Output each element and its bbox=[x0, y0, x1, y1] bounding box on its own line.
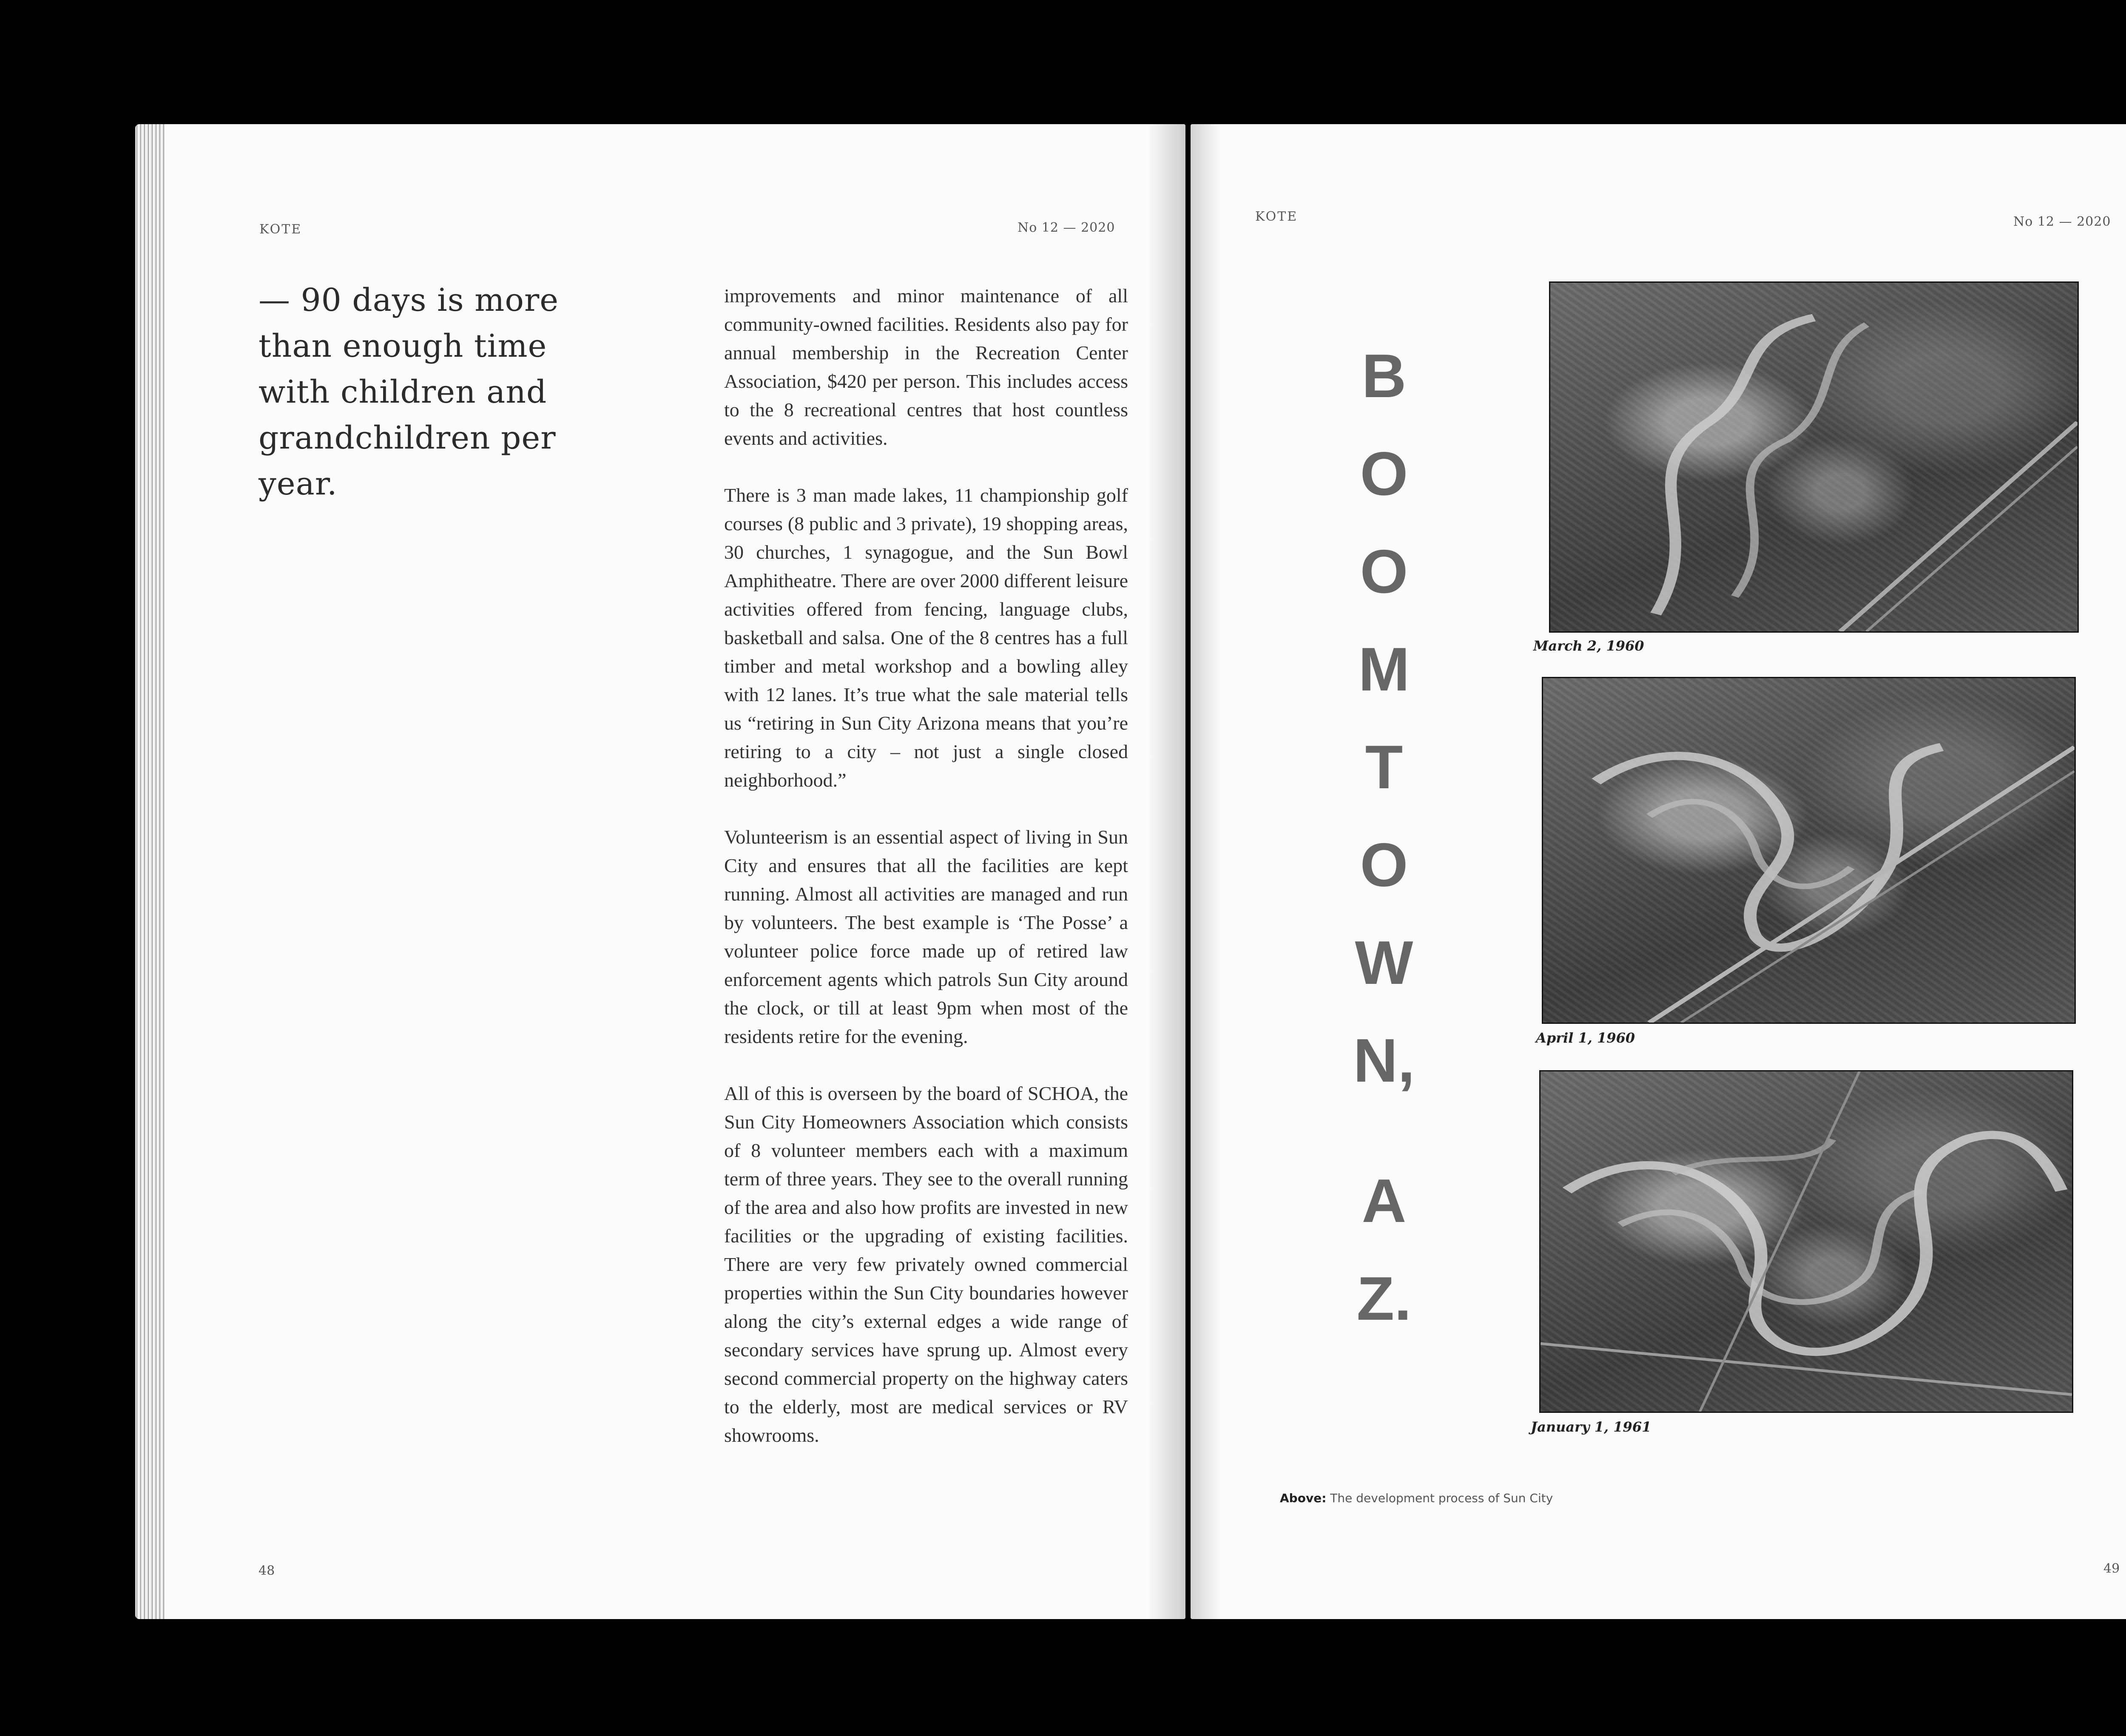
page-number: 49 bbox=[2103, 1561, 2120, 1576]
footnote-label: Above: bbox=[1280, 1491, 1327, 1505]
vertical-title bbox=[1352, 341, 1416, 1366]
issue-label: No 12 — 2020 bbox=[2013, 214, 2111, 229]
aerial-photo bbox=[1549, 281, 2079, 633]
photo-caption: January 1, 1961 bbox=[1531, 1419, 1651, 1435]
title-letter: A bbox=[1361, 1166, 1407, 1235]
aerial-photo-detail bbox=[1550, 283, 2078, 631]
photo-caption: April 1, 1960 bbox=[1536, 1030, 1635, 1046]
title-letter: B bbox=[1361, 341, 1407, 410]
paragraph: All of this is overseen by the board of SCHOA, the Sun City Homeowners Association which consists of 8 volunteer members each with a maximum term of three years. They see to the overall running of the area and also how profits are invested in new facilities or the upgrading of existing facilities. There are very few privately owned commercial properties within the Sun City boundaries however along the city’s external edges a wide range of secondary services have sprung up. Almost every second commercial property on the highway caters to the elderly, most are medical services or RV showrooms. bbox=[724, 1083, 1128, 1446]
page-number: 48 bbox=[259, 1563, 275, 1578]
title-letter: N, bbox=[1353, 1026, 1415, 1095]
title-letter: T bbox=[1365, 733, 1403, 801]
aerial-photo-detail bbox=[1543, 678, 2075, 1023]
title-letter: Z. bbox=[1356, 1264, 1412, 1333]
photo-caption: March 2, 1960 bbox=[1533, 638, 1644, 654]
right-page bbox=[1191, 124, 2126, 1619]
running-head: KOTE bbox=[1255, 209, 1298, 224]
running-head: KOTE bbox=[259, 222, 302, 237]
paragraph: improvements and minor maintenance of all community-owned facilities. Residents also pay for annual membership in the Recreation Center Association, $420 per person. This includes access to the 8 recreational centres that host countless events and activities. bbox=[724, 285, 1128, 449]
pull-quote: — 90 days is more than enough time with children and grandchildren per year. bbox=[259, 282, 559, 502]
title-letter: O bbox=[1360, 537, 1408, 606]
title-letter: O bbox=[1360, 439, 1408, 508]
aerial-photo-detail bbox=[1540, 1071, 2072, 1412]
page-edge bbox=[135, 124, 165, 1619]
paragraph: Volunteerism is an essential aspect of living in Sun City and ensures that all the facilities are kept running. Almost all activities are managed and run by volunteers. The best example is ‘The Posse’ a volunteer police force made up of retired law enforcement agents which patrols Sun City around the clock, or till at least 9pm when most of the residents retire for the evening. bbox=[724, 826, 1128, 1047]
aerial-photo bbox=[1542, 677, 2076, 1024]
gutter-shadow bbox=[1147, 124, 1185, 1619]
title-letter: W bbox=[1355, 928, 1413, 997]
aerial-photo bbox=[1539, 1070, 2073, 1413]
figure-footnote bbox=[1280, 1491, 1553, 1505]
footnote-text: The development process of Sun City bbox=[1330, 1491, 1553, 1505]
title-letter: M bbox=[1358, 635, 1410, 704]
body-text bbox=[724, 281, 1128, 1478]
gutter-shadow bbox=[1191, 124, 1220, 1619]
paragraph: There is 3 man made lakes, 11 championship golf courses (8 public and 3 private), 19 shopping areas, 30 churches, 1 synagogue, and the Sun Bowl Amphitheatre. There are over 2000 different leisure activities offered from fencing, language clubs, basketball and salsa. One of the 8 centres has a full timber and metal workshop and a bowling alley with 12 lanes. It’s true what the sale material tells us “retiring in Sun City Arizona means that you’re retiring to a city – not just a single closed neighborhood.” bbox=[724, 484, 1128, 791]
title-letter: O bbox=[1360, 830, 1408, 899]
left-page bbox=[135, 124, 1185, 1619]
issue-label: No 12 — 2020 bbox=[1018, 220, 1115, 235]
